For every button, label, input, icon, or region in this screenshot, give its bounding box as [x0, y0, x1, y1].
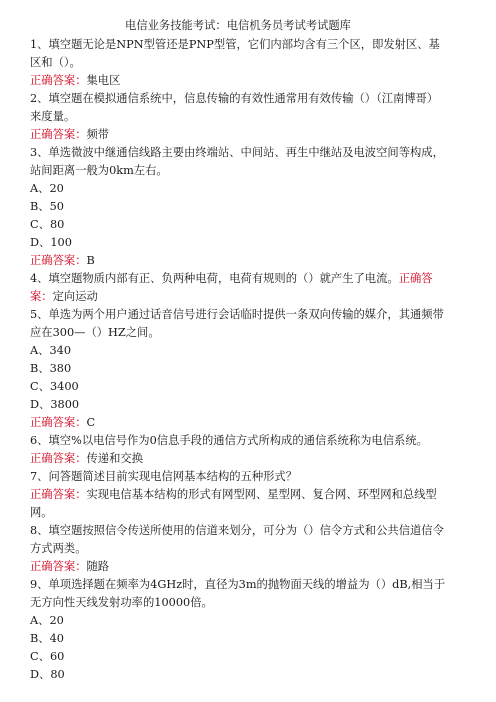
answer-1: [30, 72, 446, 90]
answer-5: [30, 414, 446, 432]
question-9: 9、单项选择题在频率为4GHz时，直径为3m的抛物面天线的增益为（）dB,相当于无方向性天线发射功率的10000倍。: [30, 578, 446, 609]
question-3: 3、单选微波中继通信线路主要由终端站、中间站、再生中继站及电波空间等构成，站间距离一般为0km左右。: [30, 146, 444, 177]
option: D、100: [30, 236, 72, 249]
answer-label: 正确答案：: [30, 74, 87, 87]
answer-value: C: [86, 416, 96, 429]
question-6: 6、填空%以电信号作为0信息手段的通信方式所构成的通信系统称为电信系统。: [30, 434, 428, 447]
answer-value: 集电区: [86, 74, 121, 87]
answer-label: 正确答案：: [30, 416, 87, 429]
question-4: [30, 270, 446, 306]
option: C、80: [30, 218, 65, 231]
question-text: 4、填空题物质内部有正、负两种电荷，电荷有规则的（）就产生了电流。: [30, 272, 399, 285]
option: A、340: [30, 344, 72, 357]
option: B、380: [30, 362, 72, 375]
answer-label: 正确答案：: [30, 560, 87, 573]
option: C、3400: [30, 380, 79, 393]
option: A、20: [30, 182, 64, 195]
answer-7: [30, 486, 446, 522]
answer-value: B: [86, 254, 95, 267]
question-8: 8、填空题按照信令传送所使用的信道来划分，可分为（）信令方式和公共信道信令方式两类。: [30, 524, 444, 555]
answer-8: [30, 558, 446, 576]
answer-value: 频带: [86, 128, 110, 141]
option: B、50: [30, 200, 64, 213]
answer-value: 随路: [86, 560, 110, 573]
answer-label: 正确答案：: [30, 128, 87, 141]
question-5: 5、单选为两个用户通过话音信号进行会话临时提供一条双向传输的媒介，其通频带应在300—（）HZ之间。: [30, 308, 444, 339]
option: B、40: [30, 632, 64, 645]
answer-value: 实现电信基本结构的形式有网型网、星型网、复合网、环型网和总线型网。: [30, 488, 437, 519]
answer-3: [30, 252, 446, 270]
document-title: 电信业务技能考试：电信机务员考试考试题库: [125, 19, 351, 32]
answer-6: [30, 450, 446, 468]
answer-2: [30, 126, 446, 144]
answer-value: 传递和交换: [86, 452, 143, 465]
answer-label: 正确答案：: [30, 488, 87, 501]
option: A、20: [30, 614, 64, 627]
answer-label: 正确答案：: [30, 254, 87, 267]
option: C、60: [30, 650, 65, 663]
option: D、80: [30, 668, 65, 681]
answer-label: 正确答案：: [30, 452, 87, 465]
question-1: 1、填空题无论是NPN型管还是PNP型管，它们内部均含有三个区，即发射区、基区和（）。: [30, 38, 440, 69]
answer-label: 正确答案：: [30, 272, 433, 303]
answer-value: 定向运动: [52, 290, 98, 303]
option: D、3800: [30, 398, 80, 411]
question-2: 2、填空题在模拟通信系统中，信息传输的有效性通常用有效传输（）（江南博哥）来度量。: [30, 92, 439, 123]
question-7: 7、问答题简述目前实现电信网基本结构的五种形式？: [30, 470, 298, 483]
